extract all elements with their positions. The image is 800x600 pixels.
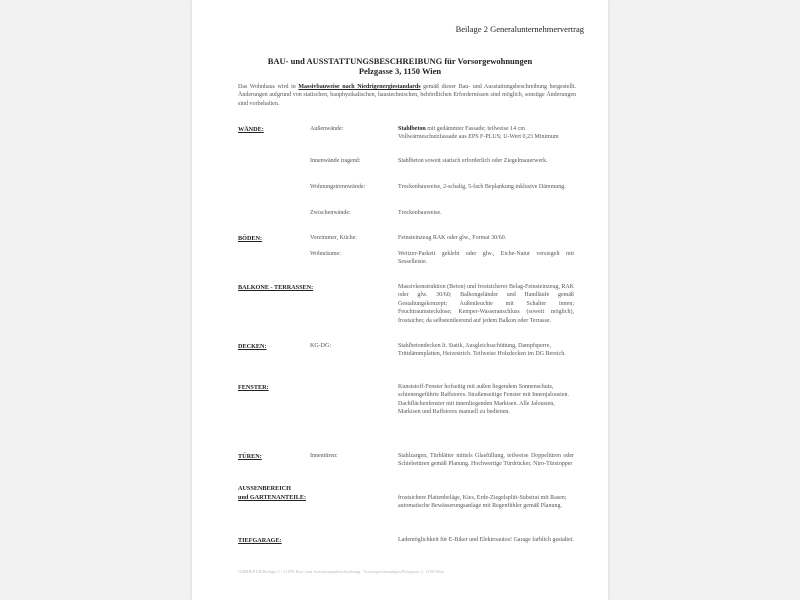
desc-tiefgarage: Lademöglichkeit für E-Biker und Elektroautos! Garage farblich gestaltet. xyxy=(398,537,574,543)
desc-fenster: Kunststoff-Fenster hofseitig mit außen liegendem Sonnenschutz, schienengeführte Raffstores. Straßenseitige Fenster mit Innenjalousien. Dachflächenfenster mit innenliegenden Markisen. Alle Jalousien, Markisen und Raffstores manuell zu bedienen. xyxy=(398,384,570,416)
desc-zwischenwaende: Trockenbauweise. xyxy=(398,210,442,216)
label-zwischenwaende: Zwischenwände: xyxy=(310,210,351,216)
section-title-gartenanteile: und GARTENANTEILE: xyxy=(238,494,307,501)
section-title-fenster: FENSTER: xyxy=(238,384,269,391)
desc-wohnraeume: Weitzer-Parkett geklebt oder glw., Eiche-Natur versiegelt mit Sesselleiste. xyxy=(398,251,574,266)
label-vorzimmer-kueche: Vorzimmer, Küche: xyxy=(310,235,357,241)
document-title: BAU- und AUSSTATTUNGSBESCHREIBUNG für Vorsorgewohnungen xyxy=(267,56,533,66)
desc-aussenbereich: frostsichere Plattenbeläge, Kies, Erde-Ziegelsplitt-Substrat mit Rasen; automatische Bewässerungsanlage mit Regenfühler gemäß Planung. xyxy=(398,495,567,510)
desc-decken: Stahlbetondecken lt. Statik, Ausgleichsschüttung, Dampfsperre, Trittdämmplatten, Heizestrich. Teilweise Holzdecken im DG Bereich. xyxy=(398,343,566,358)
label-aussenwaende: Außenwände: xyxy=(310,126,344,132)
desc-balkone: Massivkonstruktion (Beton) und frostsicherer Belag-Feinsteinzeug, RAK oder glw. 30/60; Balkongeländer und Handläufe gemäß Gestaltungskonzept; Außenleuchte mit Schalter innen; Feuchtraumsteckdose; Kemper-Wasseranschluss (soweit möglich), frostsicher, da selbstentleerend auf jedem Balkon oder Terrasse. xyxy=(398,284,574,324)
desc-aussenwaende-rest: mit gedämmter Fassade; teilweise 14 cm Vollwärmeschutzfassade aus EPS F-PLUS; U-Wert 0,23 Minimum xyxy=(398,126,559,141)
desc-wohnungstrennwaende: Trockenbauweise, 2-schalig, 5-fach Beplankung inklusive Dämmung. xyxy=(398,184,566,190)
section-title-tueren: TÜREN: xyxy=(238,453,262,460)
label-wohnraeume: Wohnräume: xyxy=(310,251,341,257)
label-innenwaende: Innenwände tragend: xyxy=(310,158,361,164)
desc-vorzimmer-kueche: Feinsteinzeug RAK oder glw., Format 30/60. xyxy=(398,235,507,241)
section-title-decken: DECKEN: xyxy=(238,343,267,350)
section-title-boeden: BÖDEN: xyxy=(238,235,263,242)
desc-aussenwaende-bold: Stahlbeton xyxy=(398,126,426,132)
intro-paragraph xyxy=(238,83,576,108)
section-title-tiefgarage: TIEFGARAGE: xyxy=(238,537,282,544)
desc-aussenwaende xyxy=(398,125,574,142)
intro-text-after: gemäß dieser Bau- und Ausstattungsbeschreibung hergestellt. Änderungen aufgrund von statischen, bauphysikalischen, haustechnischen, behördlichen Erfordernissen sind möglich, sonstige Änderungen sind vorbehalten. xyxy=(238,84,577,107)
section-title-waende: WÄNDE: xyxy=(238,126,264,133)
attachment-header: Beilage 2 Generalunternehmervertrag xyxy=(455,24,584,34)
document-subtitle: Pelzgasse 3, 1150 Wien xyxy=(358,66,442,76)
label-innentueren: Innentüren: xyxy=(310,453,338,459)
label-kg-dg: KG-DG: xyxy=(310,343,331,349)
intro-text-before: Das Wohnhaus wird in xyxy=(238,84,299,90)
intro-emphasis: Massivbauweise nach Niedrigenergiestandards xyxy=(298,84,421,90)
page-footer: GMHB/ELB/Beilage 2 / 31878 Bau- und Ausstattungsbeschreibung / Vorsorgewohnungen Pelzgasse 3, 1150 Wien xyxy=(238,569,445,574)
section-title-aussenbereich: AUSSENBEREICH xyxy=(238,485,291,492)
label-wohnungstrennwaende: Wohnungstrennwände: xyxy=(310,184,366,190)
document-page xyxy=(192,0,608,600)
section-title-balkone: BALKONE - TERRASSEN: xyxy=(238,284,314,291)
desc-innenwaende: Stahlbeton soweit statisch erforderlich oder Ziegelmauerwerk. xyxy=(398,158,548,164)
desc-tueren: Stahlzargen, Türblätter mittels Glasfüllung, teilweise Doppeltüren oder Schiebetüren gemäß Planung. Hochwertige Türdrücker, Niro-Türstopper xyxy=(398,453,574,468)
